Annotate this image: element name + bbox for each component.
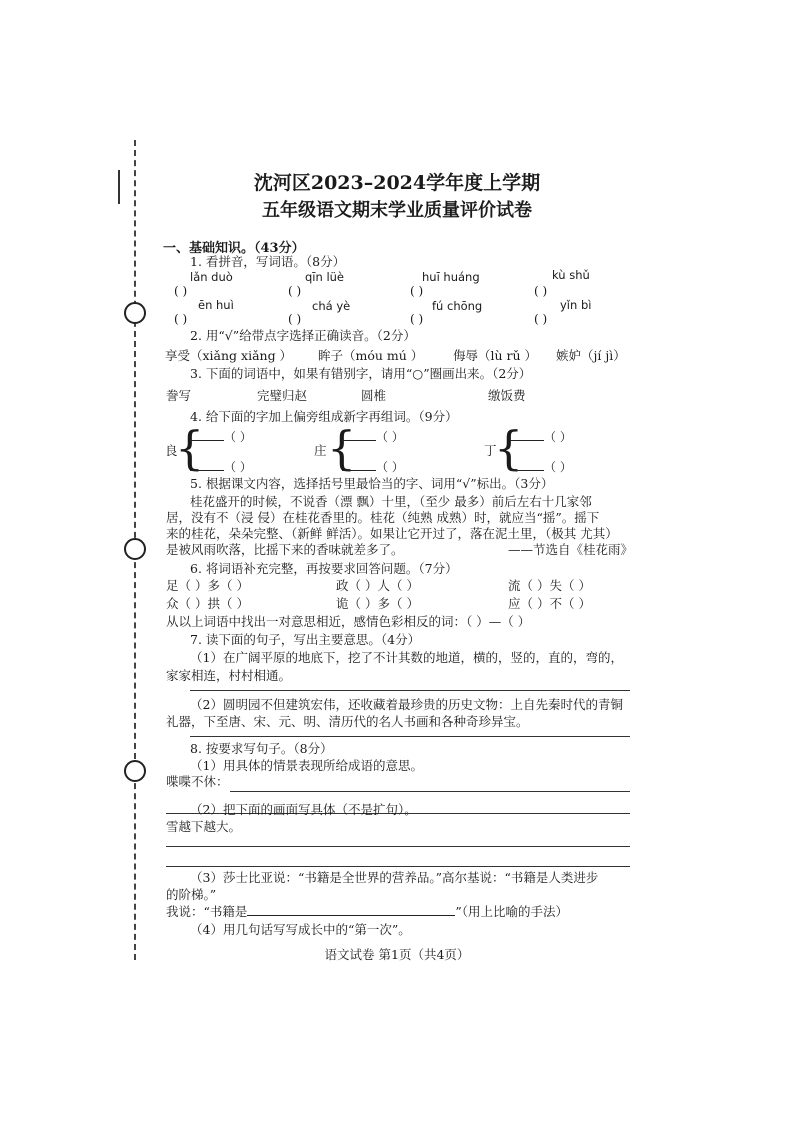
- idiom-question[interactable]: 从以上词语中找出一对意思相近，感情色彩相反的词：（ ）—（ ）: [166, 614, 531, 629]
- word-item[interactable]: 完璧归赵: [257, 388, 308, 403]
- pinyin: chá yè: [312, 299, 351, 313]
- question-1: 1. 看拼音，写词语。（8分）: [190, 254, 346, 269]
- answer-blank[interactable]: ( ): [410, 284, 424, 298]
- base-char: 丁: [484, 443, 497, 458]
- answer-blank[interactable]: （ ）: [190, 428, 252, 445]
- binding-hole: [124, 538, 146, 560]
- idiom-blank[interactable]: 众（ ）拱（ ）: [166, 596, 249, 611]
- reading-choice[interactable]: 享受（xiǎng xiǎng ）: [165, 348, 293, 363]
- page-footer: 语文试卷 第1页（共4页）: [324, 947, 470, 962]
- answer-blank[interactable]: ( ): [288, 312, 302, 326]
- answer-blank[interactable]: ( ): [288, 284, 302, 298]
- idiom-prompt: 喋喋不休：: [166, 774, 229, 789]
- answer-blank[interactable]: （ ）: [342, 458, 404, 475]
- answer-blank[interactable]: （ ）: [510, 428, 572, 445]
- writing-line[interactable]: [190, 690, 630, 691]
- pinyin: yǐn bì: [560, 298, 592, 312]
- writing-line[interactable]: [166, 866, 630, 867]
- answer-blank[interactable]: ( ): [174, 312, 188, 326]
- sub-question: （2）把下面的画面写具体（不是扩句）。: [190, 802, 417, 817]
- brace: {: [494, 421, 524, 475]
- passage-line: 来的桂花，朵朵完整、（新鲜 鲜活）。如果让它开过了，落在泥土里，（极其 尤其）: [166, 526, 618, 541]
- question-5: 5. 根据课文内容，选择括号里最恰当的字、词用“√”标出。（3分）: [190, 476, 554, 491]
- reading-choice[interactable]: 侮辱（lù rǔ ）: [453, 348, 538, 363]
- sentence-line: （1）在广阔平原的地底下，挖了不计其数的地道，横的，竖的，直的，弯的，: [190, 650, 623, 665]
- passage-line: 桂花盛开的时候，不说香（漂 飘）十里，（至少 最多）前后左右十几家邻: [190, 494, 592, 509]
- passage-line: 居，没有不（浸 侵）在桂花香里的。桂花（纯熟 成熟）时，就应当“摇”。摇下: [166, 510, 600, 525]
- sentence-line: 家家相连，村村相通。: [166, 668, 292, 683]
- binding-hole: [124, 302, 146, 324]
- sentence-line: 礼器，下至唐、宋、元、明、清历代的名人书画和各种奇珍异宝。: [166, 714, 529, 729]
- section-heading: 一、基础知识。（43分）: [163, 241, 305, 256]
- question-8: 8. 按要求写句子。（8分）: [190, 741, 333, 756]
- sentence-prompt[interactable]: 我说：“书籍是 ”（用上比喻的手法）: [166, 904, 569, 919]
- brace: {: [175, 421, 205, 475]
- exam-title: 沈河区2023–2024学年度上学期: [253, 172, 541, 194]
- question-3: 3. 下面的词语中，如果有错别字，请用“○”圈画出来。（2分）: [190, 366, 532, 381]
- pinyin: ēn huì: [198, 298, 234, 312]
- reading-choice[interactable]: 嫉妒（jí jì）: [556, 348, 626, 363]
- answer-blank[interactable]: （ ）: [190, 458, 252, 475]
- answer-blank[interactable]: ( ): [534, 312, 548, 326]
- exam-subtitle: 五年级语文期末学业质量评价试卷: [262, 200, 532, 221]
- pinyin: fú chōng: [432, 299, 483, 313]
- base-char: 庄: [314, 443, 327, 458]
- answer-blank[interactable]: ( ): [534, 284, 548, 298]
- word-item[interactable]: 誊写: [166, 388, 192, 403]
- sub-question: （3）莎士比亚说：“书籍是全世界的营养品。”高尔基说：“书籍是人类进步: [190, 870, 599, 885]
- writing-line[interactable]: [230, 791, 630, 792]
- sentence-line: （2）圆明园不但建筑宏伟，还收藏着最珍贵的历史文物：上自先秦时代的青铜: [190, 697, 623, 712]
- idiom-blank[interactable]: 应（ ）不（ ）: [508, 596, 591, 611]
- question-7: 7. 读下面的句子，写出主要意思。（4分）: [190, 632, 421, 647]
- sentence-prompt: 雪越下越大。: [166, 819, 242, 834]
- pinyin: lǎn duò: [190, 270, 233, 284]
- idiom-blank[interactable]: 政（ ）人（ ）: [336, 578, 419, 593]
- brace: {: [327, 421, 357, 475]
- word-item[interactable]: 缴饭费: [488, 388, 526, 403]
- pinyin: qīn lüè: [305, 270, 344, 284]
- pinyin: huī huáng: [422, 270, 480, 284]
- sub-question: （1）用具体的情景表现所给成语的意思。: [190, 758, 423, 773]
- reading-choice[interactable]: 眸子（móu mú ）: [318, 348, 424, 363]
- answer-blank[interactable]: （ ）: [510, 458, 572, 475]
- passage-source: ——节选自《桂花雨》: [508, 542, 634, 557]
- idiom-blank[interactable]: 流（ ）失（ ）: [508, 578, 591, 593]
- idiom-blank[interactable]: 足（ ）多（ ）: [166, 578, 249, 593]
- sub-question: 的阶梯。”: [166, 887, 217, 902]
- answer-blank[interactable]: （ ）: [342, 428, 404, 445]
- question-6: 6. 将词语补充完整，再按要求回答问题。（7分）: [190, 561, 458, 576]
- word-item[interactable]: 圆椎: [361, 388, 387, 403]
- passage-line: 是被风雨吹落，比摇下来的香味就差多了。: [166, 542, 404, 557]
- question-4: 4. 给下面的字加上偏旁组成新字再组词。（9分）: [190, 409, 458, 424]
- sub-question: （4）用几句话写写成长中的“第一次”。: [190, 922, 411, 937]
- answer-blank[interactable]: ( ): [174, 284, 188, 298]
- base-char: 良: [165, 443, 178, 458]
- idiom-blank[interactable]: 诡（ ）多（ ）: [336, 596, 419, 611]
- writing-line[interactable]: [166, 846, 630, 847]
- answer-blank[interactable]: ( ): [410, 312, 424, 326]
- pinyin: kù shǔ: [552, 268, 590, 282]
- writing-line[interactable]: [190, 736, 630, 737]
- question-2: 2. 用“√”给带点字选择正确读音。（2分）: [190, 328, 416, 343]
- binding-hole: [124, 760, 146, 782]
